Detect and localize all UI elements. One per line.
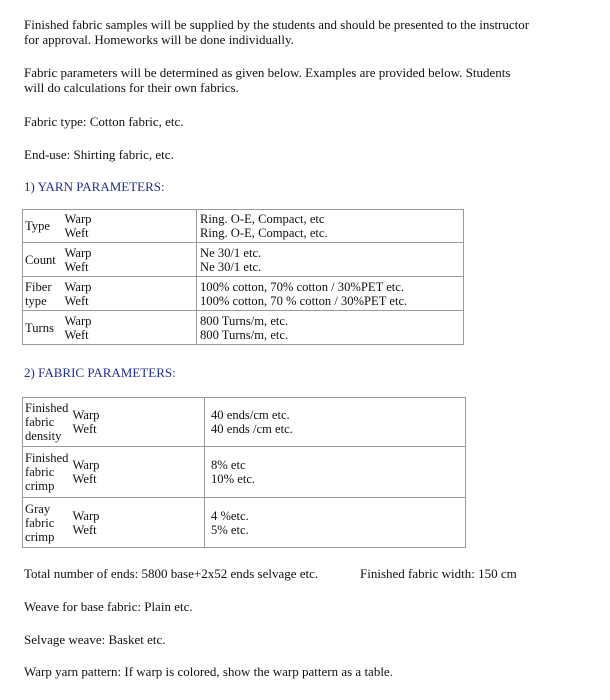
- fabric-warp-weft-labels: Warp Weft: [71, 447, 205, 498]
- finished-fabric-width: Finished fabric width: 150 cm: [360, 566, 517, 581]
- yarn-values: Ring. O-E, Compact, etc Ring. O-E, Compact, etc.: [197, 210, 464, 243]
- fabric-row-finished-density: [23, 398, 466, 447]
- yarn-row-type: [23, 210, 464, 243]
- yarn-values: 800 Turns/m, etc. 800 Turns/m, etc.: [197, 311, 464, 345]
- yarn-row-label: Turns: [23, 311, 63, 345]
- yarn-values: Ne 30/1 etc. Ne 30/1 etc.: [197, 243, 464, 277]
- intro-line-1: Finished fabric samples will be supplied by the students and should be presented to the instructor: [24, 17, 530, 32]
- fabric-row-label: Gray fabric crimp: [23, 498, 71, 548]
- warp-yarn-pattern: Warp yarn pattern: If warp is colored, show the warp pattern as a table.: [24, 664, 393, 679]
- total-ends: Total number of ends: 5800 base+2x52 ends selvage etc.: [24, 566, 319, 581]
- end-use: End-use: Shirting fabric, etc.: [24, 147, 174, 162]
- fabric-row-label: Finished fabric crimp: [23, 447, 71, 498]
- intro-line-2: for approval. Homeworks will be done individually.: [24, 32, 294, 47]
- yarn-row-label: Fiber type: [23, 277, 63, 311]
- fabric-parameters-heading: 2) FABRIC PARAMETERS:: [24, 365, 176, 380]
- yarn-row-turns: [23, 311, 464, 345]
- weave-base: Weave for base fabric: Plain etc.: [24, 599, 193, 614]
- yarn-warp-weft-labels: Warp Weft: [63, 277, 197, 311]
- yarn-row-label: Count: [23, 243, 63, 277]
- fabric-values: 8% etc 10% etc.: [205, 447, 466, 498]
- fabric-warp-weft-labels: Warp Weft: [71, 398, 205, 447]
- yarn-row-label: Type: [23, 210, 63, 243]
- yarn-warp-weft-labels: Warp Weft: [63, 311, 197, 345]
- fabric-row-gray-crimp: [23, 498, 466, 548]
- fabric-values: 40 ends/cm etc. 40 ends /cm etc.: [205, 398, 466, 447]
- fabric-parameters-table: [22, 397, 466, 548]
- fabric-row-label: Finished fabric density: [23, 398, 71, 447]
- yarn-parameters-table: [22, 209, 464, 345]
- yarn-warp-weft-labels: Warp Weft: [63, 210, 197, 243]
- yarn-values: 100% cotton, 70% cotton / 30%PET etc. 100% cotton, 70 % cotton / 30%PET etc.: [197, 277, 464, 311]
- fabric-row-finished-crimp: [23, 447, 466, 498]
- yarn-parameters-heading: 1) YARN PARAMETERS:: [24, 179, 165, 194]
- fabric-values: 4 %etc. 5% etc.: [205, 498, 466, 548]
- fabric-type: Fabric type: Cotton fabric, etc.: [24, 114, 184, 129]
- yarn-row-count: [23, 243, 464, 277]
- selvage-weave: Selvage weave: Basket etc.: [24, 632, 166, 647]
- intro-line-3: Fabric parameters will be determined as given below. Examples are provided below. Students: [24, 65, 511, 80]
- intro-line-4: will do calculations for their own fabrics.: [24, 80, 239, 95]
- yarn-row-fiber-type: [23, 277, 464, 311]
- fabric-warp-weft-labels: Warp Weft: [71, 498, 205, 548]
- yarn-warp-weft-labels: Warp Weft: [63, 243, 197, 277]
